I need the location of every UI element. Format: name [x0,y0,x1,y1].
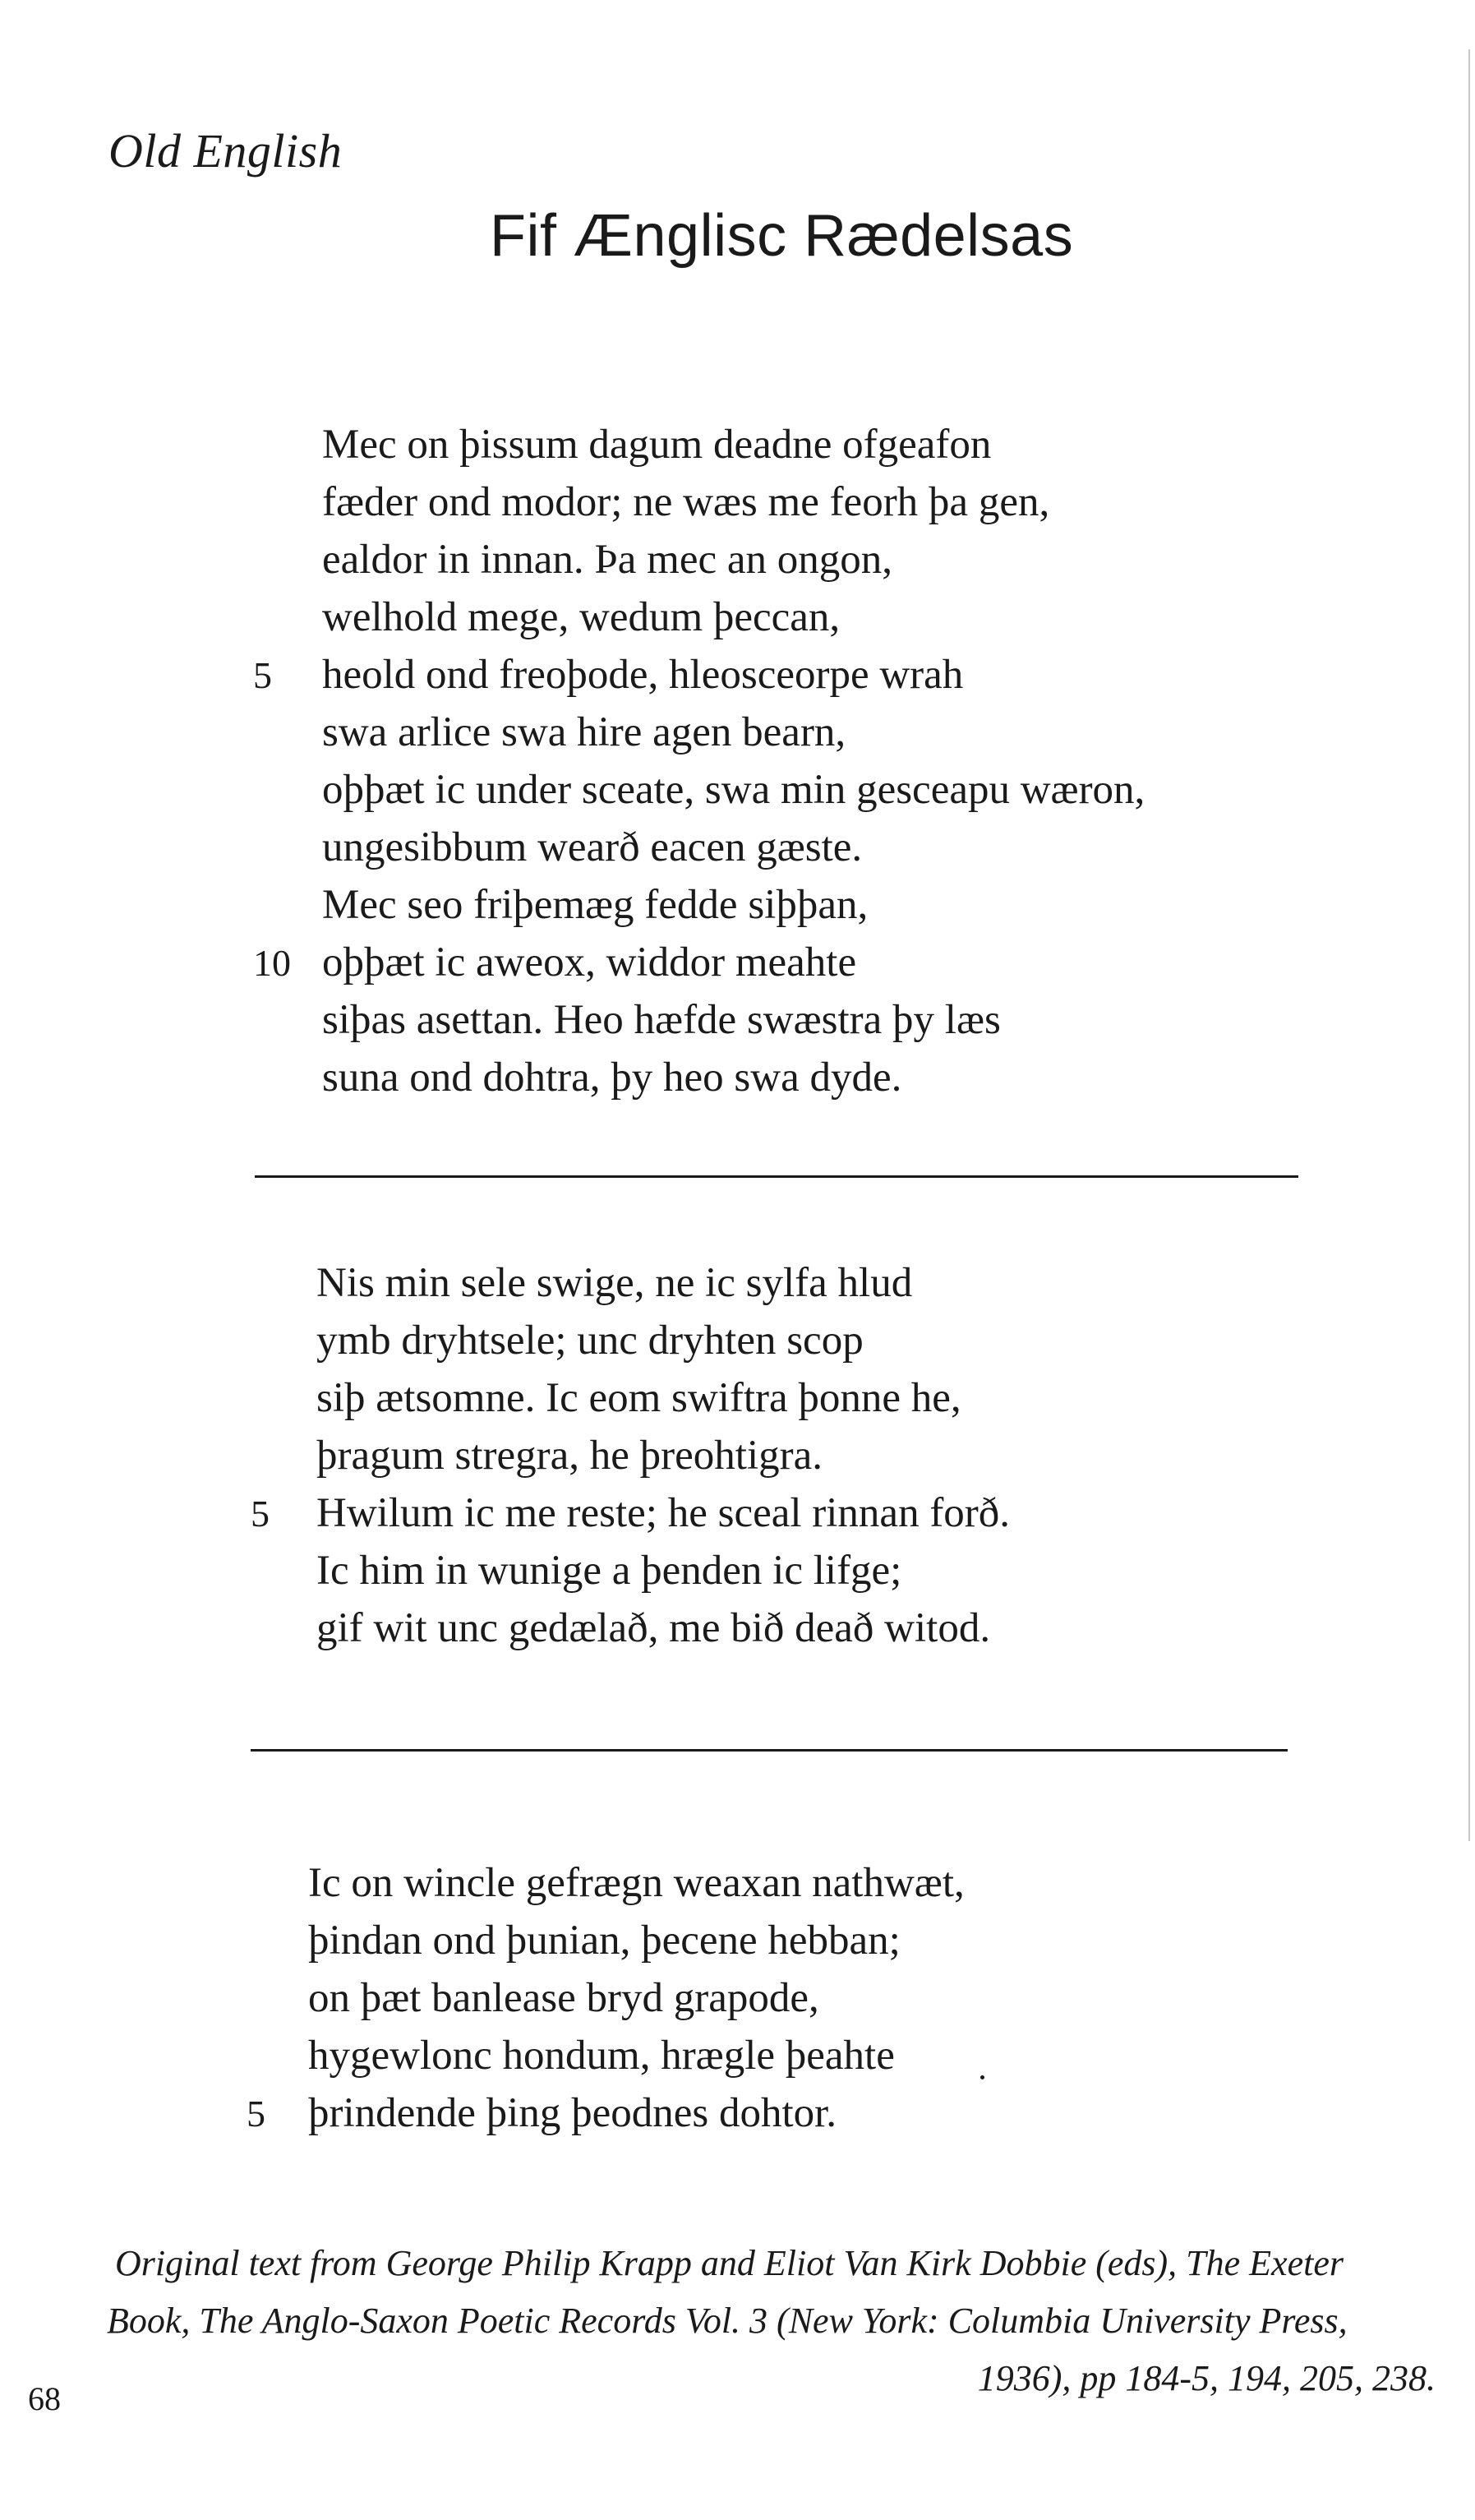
riddle-line: on þæt banlease bryd grapode, [308,1975,819,2021]
line-number: 10 [253,942,291,984]
riddle-line: siþ ætsomne. Ic eom swiftra þonne he, [316,1375,961,1421]
riddle-line: gif wit unc gedælað, me bið deað witod. [316,1605,991,1651]
riddle-line: hygewlonc hondum, hrægle þeahte [308,2033,895,2079]
riddle-line: ungesibbum wearð eacen gæste. [322,824,863,870]
riddle-line: Ic on wincle gefrægn weaxan nathwæt, [308,1860,965,1906]
riddle-line: heold ond freoþode, hleosceorpe wrah [322,652,964,698]
riddle-line: Nis min sele swige, ne ic sylfa hlud [316,1260,913,1306]
riddle-line: Hwilum ic me reste; he sceal rinnan forð. [316,1490,1011,1536]
riddle-line: þrindende þing þeodnes dohtor. [308,2090,837,2136]
page-number: 68 [28,2380,61,2417]
riddle-line: fæder ond modor; ne wæs me feorh þa gen, [322,479,1050,525]
riddle-line: siþas asettan. Heo hæfde swæstra þy læs [322,997,1001,1043]
page-edge [1468,49,1470,1841]
source-note-line: 1936), pp 184-5, 194, 205, 238. [977,2358,1436,2398]
riddle-line: suna ond dohtra, þy heo swa dyde. [322,1055,902,1101]
riddle-line: swa arlice swa hire agen bearn, [322,709,846,755]
riddle-line: Mec on þissum dagum deadne ofgeafon [322,422,992,468]
line-number: 5 [247,2093,265,2135]
page-title: Fif Ænglisc Rædelsas [490,203,1074,269]
line-number: 5 [253,654,272,696]
riddle-line: þragum stregra, he þreohtigra. [316,1433,823,1479]
print-speck [980,2075,984,2079]
source-note-line: Original text from George Philip Krapp and Eliot Van Kirk Dobbie (eds), The Exeter [115,2243,1344,2283]
riddle-line: oþþæt ic aweox, widdor meahte [322,939,857,985]
source-note-line: Book, The Anglo-Saxon Poetic Records Vol. 3 (New York: Columbia University Press, [107,2301,1348,2341]
line-number: 5 [251,1493,270,1535]
section-divider [251,1749,1288,1752]
riddle-line: ealdor in innan. Þa mec an ongon, [322,537,892,583]
riddle-line: Mec seo friþemæg fedde siþþan, [322,882,869,928]
section-divider [255,1175,1298,1178]
riddle-line: oþþæt ic under sceate, swa min gesceapu wæron, [322,767,1145,813]
riddle-line: Ic him in wunige a þenden ic lifge; [316,1548,902,1594]
riddle-line: ymb dryhtsele; unc dryhten scop [316,1318,864,1364]
riddle-line: welhold mege, wedum þeccan, [322,594,841,640]
riddle-line: þindan ond þunian, þecene hebban; [308,1918,901,1964]
section-label: Old English [108,124,343,178]
